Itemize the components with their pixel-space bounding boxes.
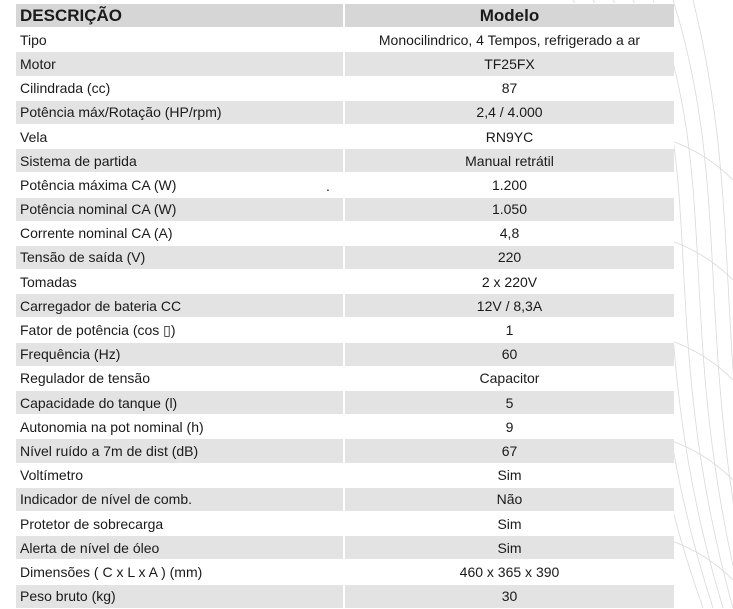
row-value: 220 (344, 245, 674, 269)
stray-dot: . (326, 178, 330, 194)
row-label: Vela (16, 124, 344, 148)
row-value: Sim (344, 511, 674, 535)
row-label: Dimensões ( C x L x A ) (mm) (16, 560, 344, 584)
row-value: 5 (344, 391, 674, 415)
table-header-row (16, 4, 674, 28)
table-row (16, 463, 674, 487)
row-label: Protetor de sobrecarga (16, 511, 344, 535)
table-row (16, 536, 674, 560)
spec-rows (16, 28, 674, 609)
row-value: 87 (344, 76, 674, 100)
row-value: 67 (344, 439, 674, 463)
table-row (16, 149, 674, 173)
row-value: TF25FX (344, 52, 674, 76)
row-label: Peso bruto (kg) (16, 584, 344, 608)
table-row (16, 197, 674, 221)
row-value: 12V / 8,3A (344, 294, 674, 318)
table-row (16, 560, 674, 584)
row-value: Não (344, 487, 674, 511)
row-label: Sistema de partida (16, 149, 344, 173)
header-model: Modelo (344, 4, 674, 28)
row-label: Potência nominal CA (W) (16, 197, 344, 221)
row-label: Alerta de nível de óleo (16, 536, 344, 560)
row-label: Motor (16, 52, 344, 76)
row-label: Regulador de tensão (16, 366, 344, 390)
table-row (16, 342, 674, 366)
row-value: RN9YC (344, 124, 674, 148)
row-label: Tipo (16, 28, 344, 52)
table-row (16, 415, 674, 439)
row-value: 1.050 (344, 197, 674, 221)
row-label: Capacidade do tanque (l) (16, 391, 344, 415)
table-row (16, 52, 674, 76)
table-row (16, 439, 674, 463)
table-row (16, 245, 674, 269)
table-row (16, 294, 674, 318)
table-row (16, 366, 674, 390)
row-label: Fator de potência (cos ▯) (16, 318, 344, 342)
row-value: Sim (344, 463, 674, 487)
row-value: Sim (344, 536, 674, 560)
row-label: Potência máxima CA (W) (16, 173, 344, 197)
table-row (16, 28, 674, 52)
row-value: 9 (344, 415, 674, 439)
row-label: Corrente nominal CA (A) (16, 221, 344, 245)
table-row (16, 124, 674, 148)
row-label: Frequência (Hz) (16, 342, 344, 366)
row-value: 60 (344, 342, 674, 366)
row-value: 1 (344, 318, 674, 342)
row-value: 460 x 365 x 390 (344, 560, 674, 584)
table-row (16, 76, 674, 100)
row-value: Monocilindrico, 4 Tempos, refrigerado a ar (344, 28, 674, 52)
table-row (16, 221, 674, 245)
row-label: Autonomia na pot nominal (h) (16, 415, 344, 439)
row-label: Tensão de saída (V) (16, 245, 344, 269)
row-value: 1.200 (344, 173, 674, 197)
row-label: Carregador de bateria CC (16, 294, 344, 318)
table-row (16, 100, 674, 124)
table-row (16, 391, 674, 415)
row-value: 30 (344, 584, 674, 608)
row-value: Capacitor (344, 366, 674, 390)
row-label: Potência máx/Rotação (HP/rpm) (16, 100, 344, 124)
row-value: 4,8 (344, 221, 674, 245)
row-label: Tomadas (16, 270, 344, 294)
row-value: 2 x 220V (344, 270, 674, 294)
row-label: Voltímetro (16, 463, 344, 487)
table-row (16, 511, 674, 535)
row-label: Cilindrada (cc) (16, 76, 344, 100)
table-row (16, 487, 674, 511)
spec-table (16, 3, 674, 609)
row-value: Manual retrátil (344, 149, 674, 173)
table-row (16, 584, 674, 608)
table-row (16, 270, 674, 294)
row-value: 2,4 / 4.000 (344, 100, 674, 124)
table-row (16, 173, 674, 197)
row-label: Indicador de nível de comb. (16, 487, 344, 511)
row-label: Nível ruído a 7m de dist (dB) (16, 439, 344, 463)
table-row (16, 318, 674, 342)
header-description: DESCRIÇÃO (16, 4, 344, 28)
